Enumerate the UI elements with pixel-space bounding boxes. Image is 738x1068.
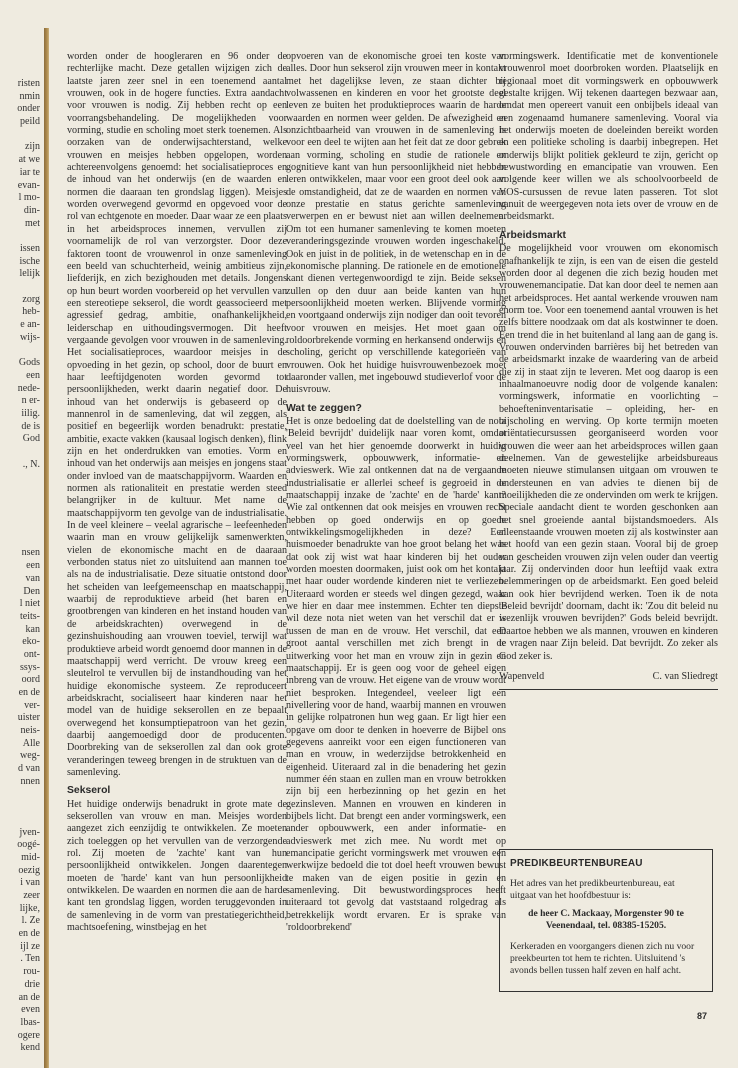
margin-fragment: zorg: [22, 293, 40, 305]
margin-fragment: [0, 814, 46, 827]
author-signature: [499, 671, 718, 683]
margin-fragment: [0, 230, 46, 243]
notice-note: Kerkeraden en voorgangers dienen zich nu voor preekbeurten tot hem te richten. Uitsluitend 's avonds bellen tussen half zeven en half acht.: [510, 940, 695, 976]
article-end-rule: [499, 689, 718, 690]
margin-fragment: een: [26, 560, 40, 572]
margin-fragment: at we: [18, 154, 40, 166]
margin-fragment: een: [26, 369, 40, 381]
margin-fragment: heb-: [22, 306, 40, 318]
margin-fragment: i van: [20, 877, 40, 889]
margin-fragment: drie: [24, 978, 40, 990]
margin-fragment: [0, 789, 46, 802]
margin-fragment: iilig.: [21, 407, 40, 419]
signature-name: C. van Sliedregt: [652, 670, 718, 682]
margin-fragment: kan: [25, 623, 40, 635]
column1-paragraph-1: worden onder de hoogleraren en 96 onder de rechterlijke macht. Deze getallen wijzigen zich de laatste jaren zeer snel in een toenemend aantal vrouwen, ook in de hogere functies. Extra aandacht voor vrouwen is nodig. Zij hebben recht op een voorrangsbehandeling. De mogelijkheden voor vorming, studie en scholing moet sterk toenemen. Als oorzaken van de onderwijsachterstand, welke vrouwen en meisjes hebben opgelopen, worden achtereenvolgens genoemd: het socialisatieproces en de inhoud van het onderwijs (en de waarden en normen die daaraan ten grondslag liggen). Meisjes worden overwegend gevormd en opgevoed voor de rol van echtgenote en moeder. Daar waar ze een plaats in het arbeidsproces innemen, vervullen zij voornamelijk de rol van verzorgster. Door deze faktoren toont de vrouwenrol in onze samenleving een beeld van schuchterheid, weinig ambitieus zijn, liefderijk, en zich bezighouden met details. Jongens op hun beurt worden voorbereid op het vervullen van een stereotiepe sekserol, die wordt geassocieerd met agressief gedrag, ambitie, onafhankelijkheid, leiderschap en uithoudingsvermogen. Dit heeft vergaande gevolgen voor vrouwen in de samenleving. Het socialisatieproces, waardoor meisjes in de opvoeding in het gezin, op school, door de buurt en haar leeftijdgenoten worden gevormd tot persoonlijkheden, werkt daarin negatief door. De inhoud van het onderwijs is gebaseerd op de mannenrol in de samenleving, dat wil zeggen, als positief en begeerlijk worden benadrukt: prestatie, ambitie, exacte vakken (kausaal logisch denken), flink zijn en het onderdrukken van emoties. Vorm en inhoud van het onderwijs aan meisjes en jongens staat onder invloed van de maatschappijvorm. Waarden en normen als rationaliteit en prestatie werden steed belangrijker in de kultuur. Met name de maatschappijvorm ten gevolge van de industrialisatie. In de veel kleinere – veelal agrarische – leefeenheden waarin man en vrouw gelijkelijk samenwerkten, vielen de ekonomische macht en de daaraan verbonden status niet zo uitsluitend aan mannen toe als na de industrialisatie. Deze situatie ontstond door het scheiden van leefgemeenschap en maatschappij, waarbij de reproduktieve arbeid (het baren en grootbrengen van kinderen en het instand houden van de arbeidskrachten) overwegend in de gezinshuishouding aan vrouwen toeviel, terwijl wat produktieve arbeid wordt genoemd door mannen in de maatschappij werd verricht. De vrouw kreeg een sleutelrol te vervullen bij de instandhouding van het huidige ekonomische systeem. Ze reproduceert arbeidskracht, socialiseert haar kinderen naar het model van de huidige sekserollen en ze bepaalt overwegend het konsumptiepatroon van het gezin, daarbij aangemoedigd door de producenten. Doorbreking van de sekserollen zal dan ook grote veranderingen teweeg brengen in de struktuen van de samenleving.: [67, 51, 287, 778]
margin-fragment: l. Ze: [21, 915, 40, 927]
margin-fragment: n er-: [21, 395, 40, 407]
margin-fragment: even: [21, 1004, 40, 1016]
margin-fragment: risten: [17, 78, 40, 89]
margin-fragment: jven-: [19, 826, 40, 838]
margin-fragment: nmin: [19, 90, 40, 102]
margin-fragment: Alle: [22, 737, 40, 749]
margin-fragment: an de: [18, 991, 40, 1003]
margin-fragment: evan-: [17, 179, 40, 191]
margin-fragment: mid-: [21, 851, 40, 863]
notice-intro: Het adres van het predikbeurtenbureau, eat uitgaat van het hoofdbestuur is:: [510, 877, 675, 901]
margin-fragment: en de: [18, 928, 40, 940]
gutter-top-spacer: [0, 0, 46, 78]
margin-fragment: kend: [20, 1042, 40, 1054]
margin-fragment: nnen: [20, 775, 40, 787]
section-heading-sekserol: Sekserol: [67, 785, 111, 797]
margin-fragment: ssys-: [19, 661, 40, 673]
section-heading-arbeidsmarkt: Arbeidsmarkt: [499, 229, 566, 241]
predikbeurtenbureau-notice-box: [499, 849, 713, 992]
margin-fragment: wijs-: [20, 331, 40, 343]
margin-fragment: uister: [17, 712, 40, 724]
margin-fragment: en de: [18, 687, 40, 698]
margin-fragment: ont-: [23, 648, 40, 660]
margin-fragment: weg-: [20, 750, 40, 762]
margin-fragment: lijke,: [19, 902, 40, 914]
margin-fragment: l niet: [19, 598, 40, 610]
column2-paragraph-2: Het is onze bedoeling dat de doelstelling van de nota 'Beleid bevrijdt' duidelijk naar voren komt, omdat veel van het hier genoemde doorwerkt in huidig vormingswerk, opbouwwerk, informatie- en advieswerk. Wie zal ontkennen dat na de vergaande industrialisatie er allerlei scheef is gegroeid in de maatschappij inzake de 'zachte' en de 'harde' kant? Wie zal ontkennen dat ook meisjes en vrouwen recht hebben op goed onderwijs en op goede ontwikkelingsmogelijkheden in deze? Een huismoeder benadrukte van hoe groot belang het was dat ook zij wist wat haar kinderen bij het ouder worden moesten doormaken, juist ook om het kontakt met haar ouder wordende kinderen niet te verliezen. Uiteraard worden er steeds wel dingen gezegd, waar we hier en daar mee instemmen. Echter ten diepste wil deze nota niet weten van het verschil dat er is tussen de man en de vrouw. Het verschil, dat een groot aantal verschillen met zich brengt in de uitwerking voor het man en vrouw zijn in gezin en maatschappij. Er is geen oog voor de geheel eigen inbreng van de vrouw. Het eigene van de vrouw wordt niet besproken. Integendeel, veeleer ligt een nivellering voor de hand, waarbij mannen en vrouwen in gelijke rolpatronen hun weg gaan. Er ligt hier een opgave om door te denken in hoeverre de Bijbel ons gegevens aanreikt voor een eigen functioneren van man en vrouw, in wederzijdse betrokkenheid en eigenheid. Uiteraard zal in die benadering het gezin nummer één staan en zullen man en vrouw betrokken zijn bij een herbezinning op het gezin en het gezinsleven. Mannen en vrouwen en kinderen in bijbels licht. Dat brengt een ander vormingswerk, een ander opbouwwerk, een ander informatie- en advieswerk met zich mee. Nu wordt met op emancipatie gericht vormingswerk met vrouwen een werkwijze bedoeld die tot doel heeft vrouwen bewust te maken van de eigen positie in gezin en samenleving. Dit bewustwordingsproces heeft uiteraard tot gevolg dat vaststaand rolgedrag als betrekkelijk wordt ervaren. Er is sprake van 'roldoorbrekend': [286, 415, 506, 934]
margin-fragment: [0, 535, 46, 548]
margin-fragment: oord: [21, 674, 40, 686]
margin-fragment: iar te: [19, 166, 40, 178]
margin-fragment: [0, 801, 46, 814]
margin-fragment: [0, 446, 46, 459]
margin-fragment: [0, 509, 46, 522]
margin-fragment: ver-: [24, 699, 40, 711]
margin-fragment: de is: [21, 420, 40, 432]
margin-fragment: neis-: [20, 725, 40, 737]
margin-fragment: van: [25, 572, 40, 584]
notice-address: de heer C. Mackaay, Morgenster 90 te Veenendaal, tel. 08385-15205.: [528, 908, 684, 932]
margin-fragment: rou-: [23, 966, 40, 978]
column2-paragraph-1: opvoeren van de ekonomische groei ten koste van alles. Door hun sekserol zijn vrouwen meer in kontakt met het dagelijkse leven, ze staan dichter bij volwassenen en kinderen en voor het grootste deel leven ze buiten het produktieproces waarin de harde waarden en normen weer gelden. De afwezigheid en onzichtbaarheid van vrouwen in de samenleving is voor een deel te wijten aan het feit dat ze door gebrek aan vorming, scholing en studie de rationele en gognitieve kant van hun persoonlijkheid niet hebben leren ontwikkelen, maar voor een groot deel ook aan de omstandigheid, dat ze de waarden en normen van onze prestatie en status gerichte samenleving verwerpen en er bewust niet aan willen deelnemen. Om tot een humaner samenleving te komen moeten veranderingsgezinde vrouwen worden ingeschakeld. Ook en juist in de politiek, in de wetenschap en in de ekonomische planning. De rationele en de emotionele kant dienen vertegenwoordigd te zijn. Beide seksen zullen op den duur aan beide kanten van hun persoonlijkheid moeten werken. Blijvende vorming en voortgaand onderwijs zijn nodiger dan ooit tevoren voor vrouwen en meisjes. Het moet gaan om roldoorbrekende vorming en herkansend onderwijs en scholing, gericht op verschillende kategorieën van vrouwen. Ook het huidige huisvrouwenbezoek moet daaronder vallen, met ingebouwd studieverlof voor de huisvrouw.: [286, 51, 506, 396]
notice-title: PREDIKBEURTENBUREAU: [510, 858, 643, 869]
margin-fragment: met: [25, 217, 40, 229]
section-heading-wat-te-zeggen: Wat te zeggen?: [286, 402, 362, 414]
margin-fragment: ische: [19, 255, 40, 267]
left-page-margin-fragments: [0, 0, 46, 1068]
column3-paragraph-2: De mogelijkheid voor vrouwen om ekonomisch onafhankelijk te zijn, is een van de eisen die gesteld worden door al degenen die zich bezig houden met vrouwenemancipatie. Dat kan door deel te nemen aan het arbeidsproces. Het aantal werkende vrouwen nam enorm toe. Voor een toenemend aantal vrouwen is het zelfs bittere noodzaak om dat als kostwinner te doen. Een trend die in het buitenland al lang aan de gang is. Vrouwen ondervinden barrières bij het betreden van de arbeidsmarkt inzake de waardering van de arbeid die zij in staat zijn te leveren. Met oog daarop is een inhaalmanoeuvre nodig door de volgende kanalen: vormingswerk, informatie en voorlichting – behoefteninventarisatie – opleiding, her- en bijscholing en werving. Op korte termijn moeten oriëntatiecursussen georganiseerd worden voor vrouwen die weer aan het arbeidsproces willen gaan deelnemen. Van de gewestelijke arbeidsbureaus moeten nieuwe stimulansen uitgaan om vrouwen te ondersteunen en van advies te dienen bij de moeilijkheden die ze ondervinden om werk te krijgen. Speciale aandacht dient te worden geschonken aan het snel groeiende aantal bijstandsmoeders. Als alleenstaande vrouwen moeten zij als kostwinster aan het hoofd van een gezin staan. Vooral bij de groep van gescheiden vrouwen zijn velen ouder dan veertig jaar. Zij ondervinden door hun leeftijd vaak extra belemmeringen op de arbeidsmarkt. Een goed beleid kan ook hier bevrijdend werken. Toen ik de nota 'Beleid bevrijdt' doornam, dacht ik: 'Zou dit beleid nu wezenlijk vrouwen bevrijden?' Gods beleid bevrijdt. Daartoe hebben we als mannen, vrouwen en kinderen te vragen naar Zijn beleid. Dat bevrijdt. Zo zeker als God zeker is.: [499, 243, 718, 662]
column1-paragraph-2: Het huidige onderwijs benadrukt in grote mate de sekserollen van vrouw en man. Meisjes worden aangezet zich eenzijdig te ontwikkelen. Ze moeten zich toeleggen op het vervullen van de verzorgende rol. Zij moeten de 'zachte' kant van hun persoonlijkheid ontwikkelen. Jongen daarentegen moeten de 'harde' kant van hun persoonlijkheid ontwikkelen. De waarden en normen die aan de harde kant ten grondslag liggen, worden teruggevonden in de samenleving in de vorm van prestatiegerichtheid, machtsoefening, winstbejag en het: [67, 798, 287, 934]
margin-fragment: Gods: [18, 357, 40, 369]
margin-fragment: oogé-: [17, 839, 40, 851]
margin-fragment: lbas-: [20, 1016, 40, 1028]
margin-fragment: God: [22, 433, 40, 445]
signature-place: Wapenveld: [499, 670, 545, 682]
margin-fragment: ijl ze: [20, 940, 40, 952]
margin-fragment: [0, 471, 46, 484]
margin-fragment: peild: [20, 116, 40, 128]
column3-paragraph-1: vormingswerk. Identificatie met de konventionele vrouwenrol moet doorbroken worden. Plaatselijk en regionaal moet dit vormingswerk en opbouwwerk gestalte krijgen. Wij tekenen daartegen bezwaar aan, omdat men opereert vanuit een onbijbels ideaal van een zogenaamd humanere samenleving. Vooral via het onderwijs moeten de doeleinden bereikt worden en een politieke scholing is daarbij inbegrepen. Het onderwijs blijkt politiek gekleurd te zijn, gericht op bewustwording en emancipatie van vrouwen. Een volgende keer willen we als schoolvoorbeeld de VOS-cursussen de revue laten passeren. Tot slot vanuit de weergegeven nota iets over de vrouw en de arbeidsmarkt.: [499, 51, 718, 223]
margin-fragment: eko-: [22, 636, 40, 648]
margin-fragment: zijn: [25, 141, 40, 153]
margin-fragment: teits-: [20, 610, 40, 622]
margin-fragment: [0, 129, 46, 142]
book-spine-shadow: [44, 28, 49, 1068]
margin-fragment: . Ten: [20, 953, 40, 965]
margin-fragment: Den: [23, 585, 40, 597]
article-column-3: [499, 51, 718, 816]
article-column-2: [286, 51, 506, 1041]
margin-fragment: issen: [20, 242, 40, 254]
margin-fragment: d van: [18, 763, 40, 775]
margin-fragment: ogere: [17, 1029, 40, 1041]
margin-fragment: din-: [23, 204, 40, 216]
margin-fragment: [0, 344, 46, 357]
margin-fragment: [0, 497, 46, 510]
article-column-1: [67, 51, 287, 1041]
margin-fragment: oezig: [18, 864, 40, 876]
margin-fragment: zeer: [23, 890, 40, 901]
margin-fragment: [0, 484, 46, 497]
margin-fragment: nede-: [17, 382, 40, 394]
margin-fragment: ., N.: [22, 458, 40, 470]
margin-fragment: onder: [17, 103, 40, 115]
margin-fragment: [0, 281, 46, 294]
margin-fragment: [0, 522, 46, 535]
page-number: 87: [697, 1011, 708, 1021]
margin-fragment: l mo-: [18, 192, 40, 204]
margin-fragment: lelijk: [19, 268, 40, 280]
margin-fragment: e an-: [20, 319, 40, 331]
margin-fragment: nsen: [21, 547, 40, 559]
